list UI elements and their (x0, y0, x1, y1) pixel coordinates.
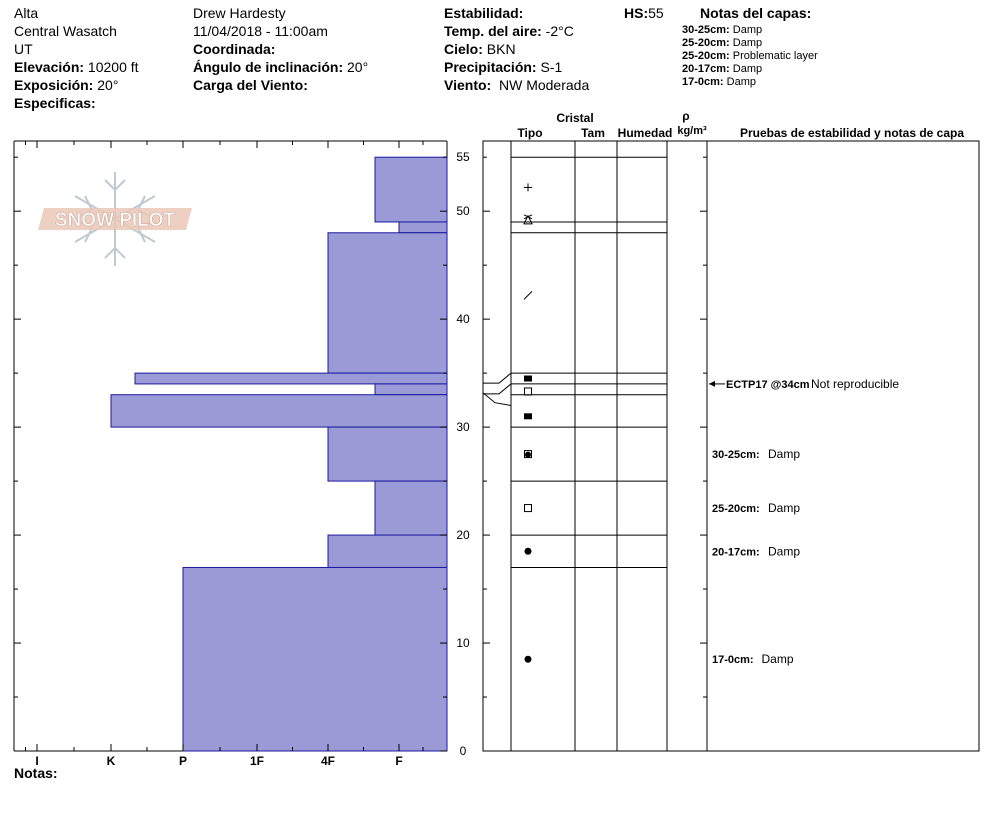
y-tick-label: 40 (456, 312, 470, 327)
precip-value: S-1 (540, 59, 563, 75)
chart-note-text: Damp (761, 652, 794, 667)
grain-ice-icon (524, 413, 532, 419)
aspect-row: Exposición: 20° (14, 77, 119, 93)
layer-note-range: 25-20cm: (682, 37, 730, 49)
air-temp-value: -2°C (545, 23, 574, 39)
grain-facet-icon (525, 505, 532, 512)
col-tam: Tam (581, 126, 605, 140)
sky-value: BKN (486, 41, 516, 57)
layer-notes-title: Notas del capas: (700, 5, 812, 21)
layer-note-range: 25-20cm: (682, 50, 730, 62)
chart-note-range: 17-0cm: (712, 654, 754, 667)
watermark-text: SNOW PILOT (54, 210, 176, 231)
x-tick-label: 4F (320, 754, 336, 768)
x-tick-label: 1F (249, 754, 265, 768)
hardness-bar (328, 535, 447, 567)
wind-row: Viento: NW Moderada (444, 77, 590, 93)
hardness-bar (135, 373, 447, 384)
chart-note-range: 20-17cm: (712, 546, 760, 559)
layer-connector (483, 373, 511, 383)
col-rho: ρ (682, 109, 690, 123)
grain-round-icon (525, 548, 532, 555)
layer-note-text: Damp (729, 37, 763, 49)
hardness-bar (399, 222, 447, 233)
col-cristal: Cristal (556, 111, 594, 125)
col-humedad: Humedad (617, 126, 673, 140)
snowpilot-watermark (38, 172, 192, 266)
layer-note-text: Damp (729, 24, 763, 36)
layer-note-text: Damp (723, 76, 756, 88)
datetime: 11/04/2018 - 11:00am (193, 23, 328, 39)
range: Central Wasatch (14, 23, 117, 39)
hardness-bar (375, 481, 447, 535)
wind-value: NW Moderada (498, 77, 590, 93)
layer-note-text: Damp (729, 63, 763, 75)
grain-round-icon (525, 656, 532, 663)
y-tick-label: 30 (456, 420, 470, 435)
test-code: ECTP17 @34cm (726, 378, 810, 391)
col-tests: Pruebas de estabilidad y notas de capa (739, 126, 965, 140)
hardness-bar (328, 427, 447, 481)
slope-value: 20° (347, 59, 369, 75)
stability-row: Estabilidad: (444, 5, 524, 21)
y-tick-label: 55 (456, 150, 470, 165)
wind-load-row: Carga del Viento: (193, 77, 308, 93)
chart-note-text: Damp (768, 544, 801, 559)
hs-value: 55 (648, 5, 664, 21)
precip-row: Precipitación: S-1 (444, 59, 563, 75)
specifics-row: Especificas: (14, 95, 96, 111)
col-tipo: Tipo (517, 126, 543, 140)
x-tick-label: P (178, 754, 188, 768)
grain-rounding-facet-icon (525, 452, 531, 458)
chart-layer-notes (712, 447, 800, 666)
location: Alta (14, 5, 39, 21)
layer-connector (483, 384, 511, 394)
hardness-bar (328, 233, 447, 373)
layer-connector (483, 393, 511, 406)
notes-label: Notas: (14, 765, 58, 781)
coord-row: Coordinada: (193, 41, 276, 57)
x-tick-label: F (395, 754, 403, 768)
y-tick-label: 20 (456, 528, 470, 543)
test-marks (709, 377, 899, 391)
hardness-bars (111, 157, 447, 751)
layer-note-range: 30-25cm: (682, 24, 730, 36)
chart-note-range: 30-25cm: (712, 449, 760, 462)
x-tick-label: I (35, 754, 39, 768)
chart-note-text: Damp (768, 447, 801, 462)
chart-note-range: 25-20cm: (712, 503, 760, 516)
y-tick-label: 0 (459, 744, 467, 758)
slope-row: Ángulo de inclinación: 20° (193, 59, 369, 75)
aspect-value: 20° (97, 77, 119, 93)
layer-note-range: 20-17cm: (682, 63, 730, 75)
elevation-value: 10200 ft (87, 59, 139, 75)
grain-facet-icon (525, 388, 532, 395)
hardness-bar (111, 395, 447, 427)
observer: Drew Hardesty (193, 5, 286, 21)
grain-symbols (524, 183, 532, 662)
grain-slash-icon (524, 291, 532, 299)
sky-row: Cielo: BKN (444, 41, 516, 57)
chart-note-text: Damp (768, 501, 801, 516)
test-note: Not reproducible (811, 376, 900, 391)
elevation-row: Elevación: 10200 ft (14, 59, 139, 75)
hardness-bar (375, 384, 447, 395)
hardness-bar (183, 567, 447, 751)
grain-ice-icon (524, 376, 532, 382)
y-tick-label: 10 (456, 636, 470, 651)
x-tick-label: K (106, 754, 116, 768)
col-density-unit: kg/m³ (677, 125, 707, 137)
hs-row: HS:55 (624, 5, 664, 21)
hardness-bar (375, 157, 447, 222)
y-tick-label: 50 (456, 204, 470, 219)
layer-note-text: Problematic layer (729, 50, 818, 62)
air-temp-row: Temp. del aire: -2°C (444, 23, 574, 39)
test-arrow-head (709, 381, 715, 387)
layer-note-range: 17-0cm: (682, 76, 724, 88)
state: UT (14, 41, 33, 57)
